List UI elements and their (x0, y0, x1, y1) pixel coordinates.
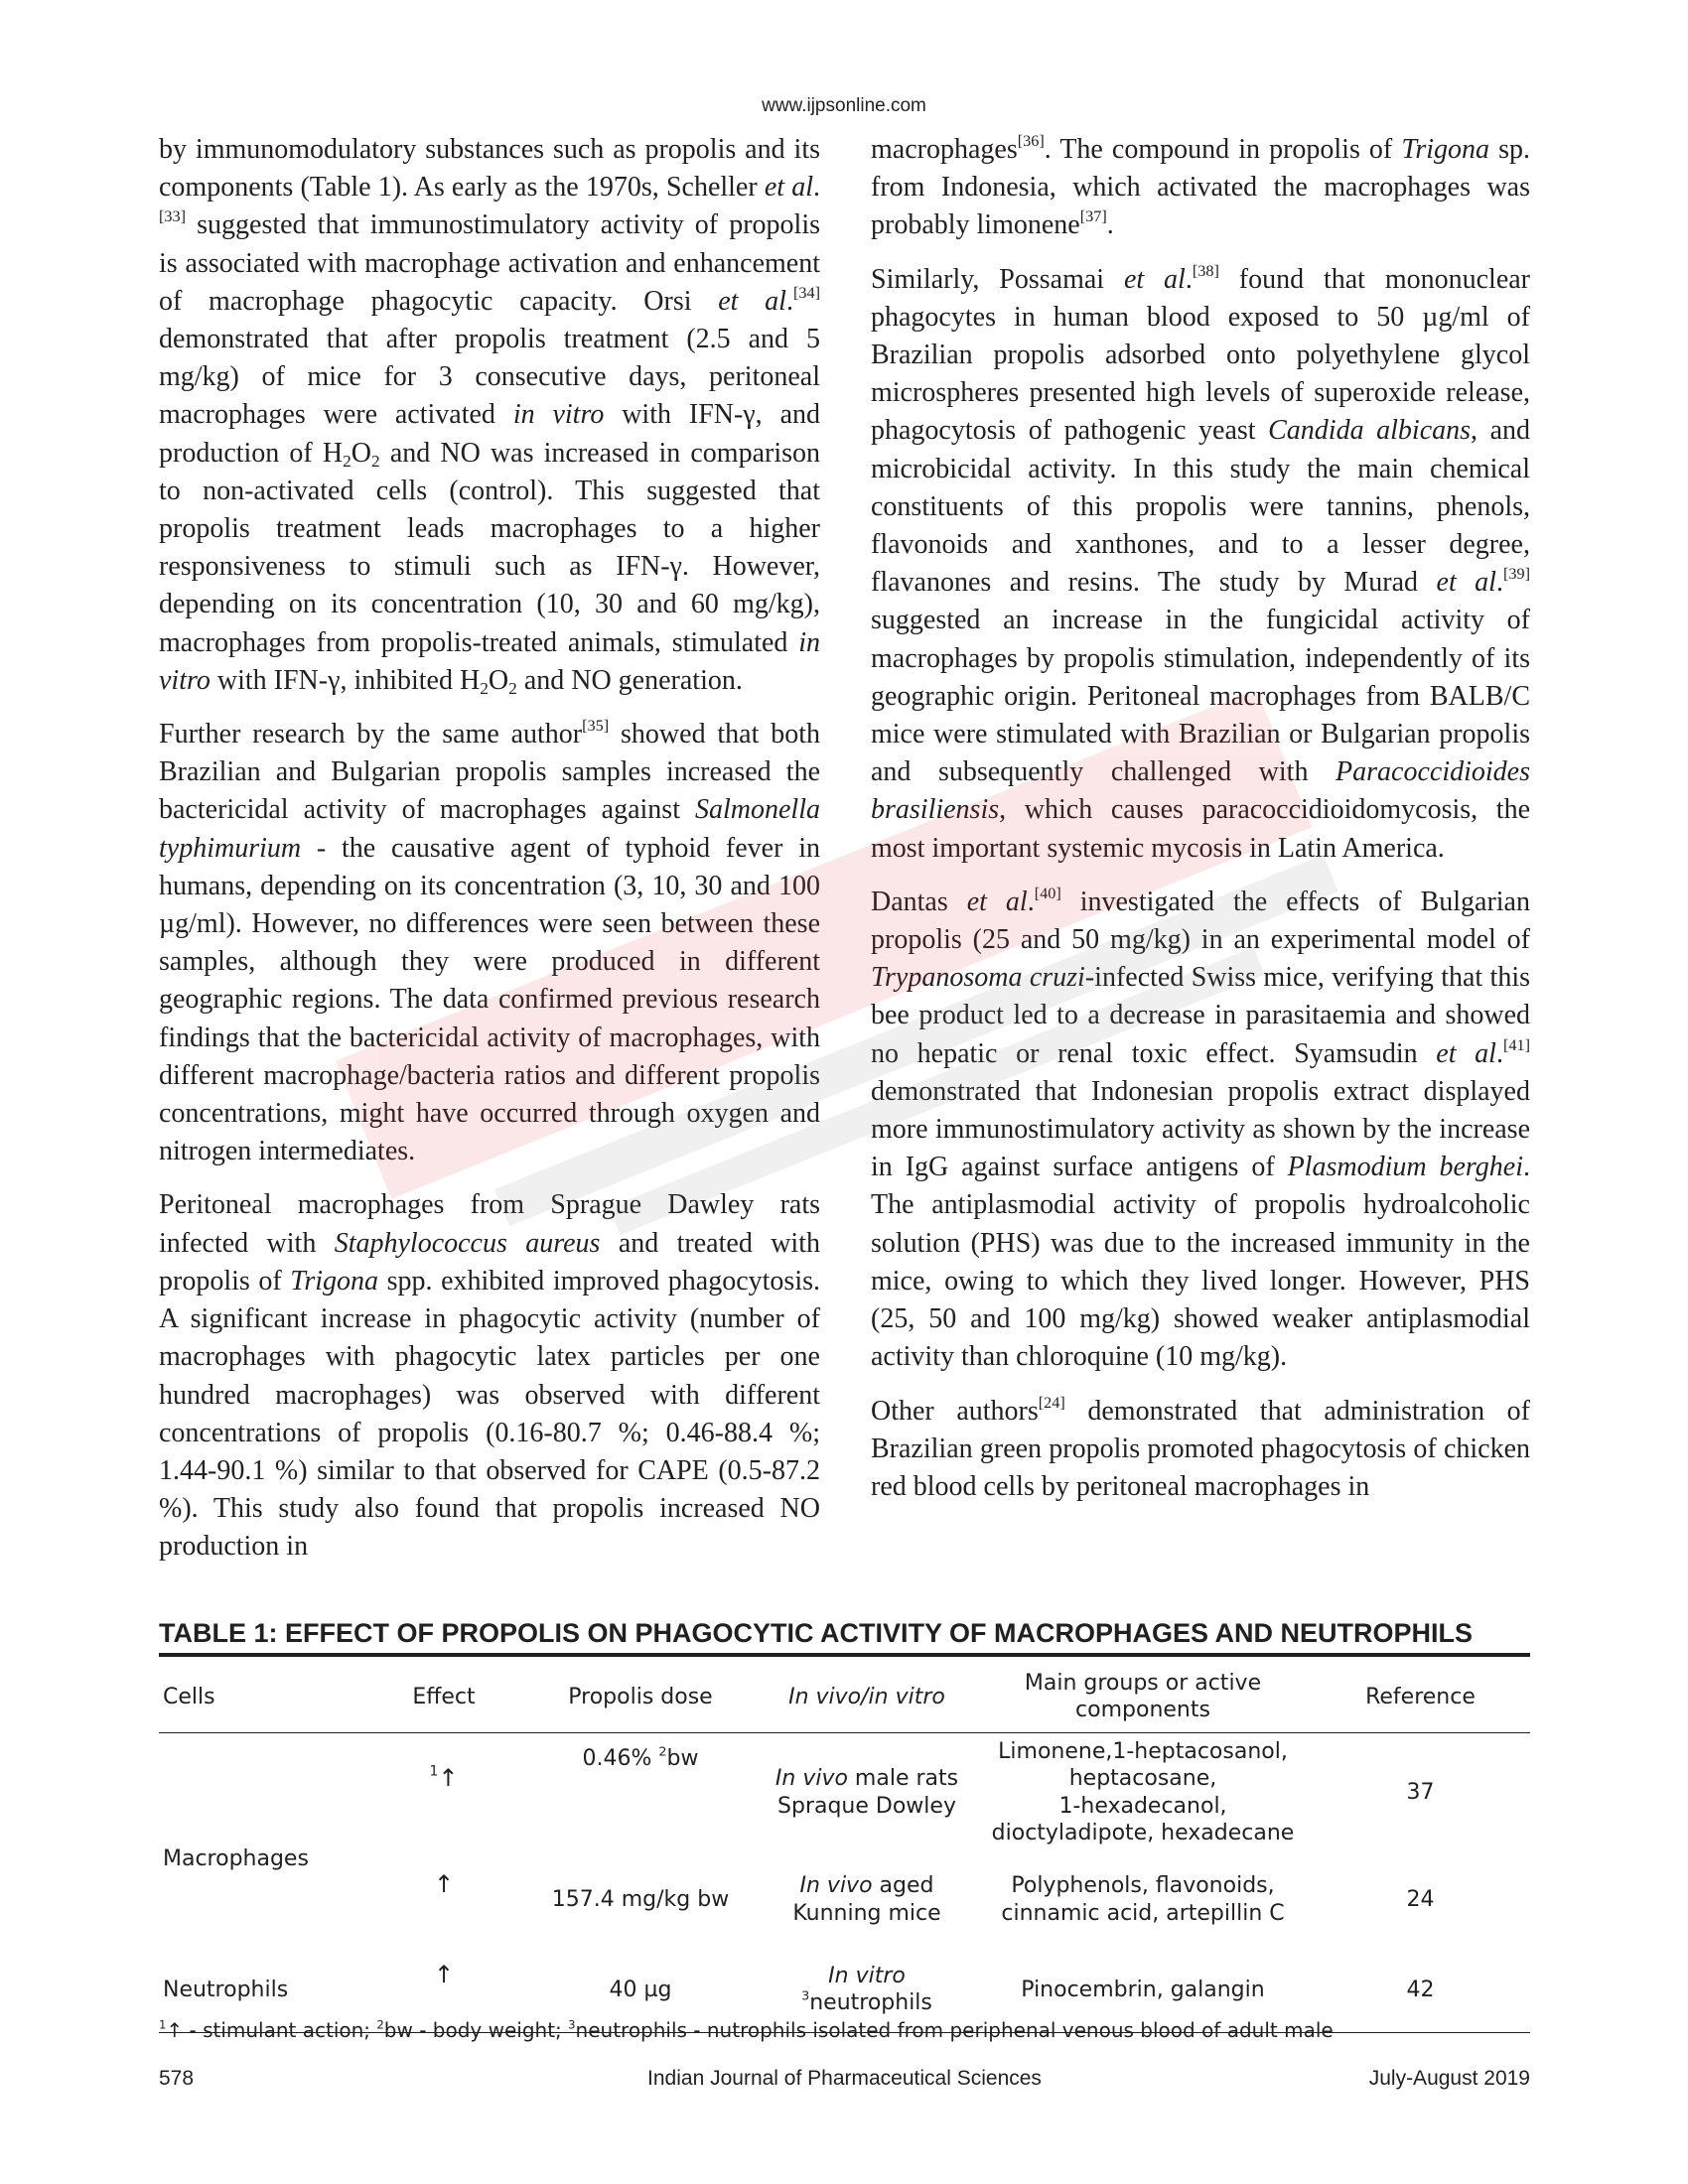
table-footnote: $^1$↑ - stimulant action; $^2$bw - body weight; $^3$neutrophils - nutrophils isolated from periphenal venous blood of adult male (159, 2017, 1334, 2042)
header-effect: Effect (365, 1661, 522, 1733)
paragraph: Similarly, Possamai et al.[38] found that mononuclear phagocytes in human blood exposed to 50 µg/ml of Brazilian propolis adsorbed onto polyethylene glycol microspheres presented high levels of superoxide release, phagocytosis of pathogenic yeast Candida albicans, and microbicidal activity. In this study the main chemical constituents of this propolis were tannins, phenols, flavonoids and xanthones, and to a lesser degree, flavanones and resins. The study by Murad et al.[39] suggested an increase in the fungicidal activity of macrophages by propolis stimulation, independently of its geographic origin. Peritoneal macrophages from BALB/C mice were stimulated with Brazilian or Bulgarian propolis and subsequently challenged with Paracoccidioides brasiliensis, which causes paracoccidioidomycosis, the most important systemic mycosis in Latin America. (871, 261, 1530, 864)
cell-in-vivo: In vivo male rats Spraque Dowley (774, 1766, 959, 1819)
cell-cells: Neutrophils (159, 1948, 365, 2033)
header-cells: Cells (159, 1661, 365, 1733)
cell-reference: 37 (1406, 1780, 1435, 1805)
cell-reference: 24 (1406, 1886, 1435, 1912)
table-header-row (159, 1661, 1530, 1733)
paragraph: by immunomodulatory substances such as propolis and its components (Table 1). As early as the 1970s, Scheller et al.[33] suggested that immunostimulatory activity of propolis is associated with macrophage activation and enhancement of macrophage phagocytic capacity. Orsi et al.[34] demonstrated that after propolis treatment (2.5 and 5 mg/kg) of mice for 3 consecutive days, peritoneal macrophages were activated in vitro with IFN-γ, and production of $H_2O_2$ and NO was increased in comparison to non-activated cells (control). This suggested that propolis treatment leads macrophages to a higher responsiveness to stimuli such as IFN-γ. However, depending on its concentration (10, 30 and 60 mg/kg), macrophages from propolis-treated animals, stimulated in vitro with IFN-γ, inhibited $H_2O_2$ and NO generation. (159, 134, 820, 699)
cell-in-vivo: In vivo aged Kunning mice (792, 1873, 941, 1926)
cell-dose: 0.46% $^2$bw (582, 1744, 699, 1771)
cell-effect: $^1$↑ (429, 1763, 459, 1792)
journal-website-header: www.ijpsonline.com (762, 95, 926, 116)
paragraph: Dantas et al.[40] investigated the effects of Bulgarian propolis (25 and 50 mg/kg) in an experimental model of Trypanosoma cruzi-infected Swiss mice, verifying that this bee product led to a decrease in parasitaemia and showed no hepatic or renal toxic effect. Syamsudin et al.[41] demonstrated that Indonesian propolis extract displayed more immunostimulatory activity as shown by the increase in IgG against surface antigens of Plasmodium berghei. The antiplasmodial activity of propolis hydroalcoholic solution (PHS) was due to the increased immunity in the mice, owing to which they lived longer. However, PHS (25, 50 and 100 mg/kg) showed weaker antiplasmodial activity than chloroquine (10 mg/kg). (871, 884, 1530, 1373)
propolis-effect-table (159, 1661, 1530, 2033)
page-footer (159, 2067, 1530, 2097)
cell-effect: ↑ (433, 1870, 455, 1899)
cell-main-groups: Pinocembrin, galangin (975, 1948, 1311, 2033)
table-row (159, 1852, 1530, 1948)
header-main-groups: Main groups or active components (975, 1661, 1311, 1733)
cell-dose: 157.4 mg/kg bw (551, 1886, 730, 1912)
header-in-vivo-in-vitro: In vivo/in vitro (759, 1661, 975, 1733)
table-row (159, 1733, 1530, 1852)
paragraph: Further research by the same author[35] showed that both Brazilian and Bulgarian propolis samples increased the bactericidal activity of macrophages against Salmonella typhimurium - the causative agent of typhoid fever in humans, depending on its concentration (3, 10, 30 and 100 µg/ml). However, no differences were seen between these samples, although they were produced in different geographic regions. The data confirmed previous research findings that the bactericidal activity of macrophages, with different macrophage/bacteria ratios and different propolis concentrations, might have occurred through oxygen and nitrogen intermediates. (159, 716, 821, 1167)
journal-name: Indian Journal of Pharmaceutical Sciences (647, 2067, 1042, 2090)
cell-main-groups: Limonene,1-heptacosanol, heptacosane, 1-hexadecanol, dioctyladipote, hexadecane (991, 1738, 1295, 1846)
left-text-column (159, 131, 820, 1582)
paragraph: Other authors[24] demonstrated that administration of Brazilian green propolis promoted phagocytosis of chicken red blood cells by peritoneal macrophages in (871, 1393, 1531, 1502)
header-reference: Reference (1311, 1661, 1530, 1733)
header-propolis-dose: Propolis dose (522, 1661, 759, 1733)
cell-dose: 40 µg (522, 1948, 759, 2033)
issue-date: July-August 2019 (1368, 2067, 1530, 2090)
cell-cells: Macrophages (163, 1846, 309, 1871)
page-number: 578 (159, 2067, 195, 2090)
paragraph: Peritoneal macrophages from Sprague Dawley rats infected with Staphylococcus aureus and treated with propolis of Trigona spp. exhibited improved phagocytosis. A significant increase in phagocytic activity (number of macrophages with phagocytic latex particles per one hundred macrophages) was observed with different concentrations of propolis (0.16-80.7 %; 0.46-88.4 %; 1.44-90.1 %) similar to that observed for CAPE (0.5-87.2 %). This study also found that propolis increased NO production in (159, 1189, 820, 1563)
paragraph: macrophages[36]. The compound in propolis of Trigona sp. from Indonesia, which activated the macrophages was probably limonene[37]. (871, 131, 1530, 241)
cell-reference: 42 (1311, 1948, 1530, 2033)
cell-main-groups: Polyphenols, flavonoids, cinnamic acid, artepillin C (1001, 1873, 1285, 1926)
right-text-column (871, 131, 1530, 1522)
cell-effect: ↑ (365, 1948, 522, 2033)
table-title: TABLE 1: EFFECT OF PROPOLIS ON PHAGOCYTIC ACTIVITY OF MACROPHAGES AND NEUTROPHILS (159, 1618, 1530, 1657)
cell-in-vivo: In vitro $^3$neutrophils (759, 1948, 975, 2033)
